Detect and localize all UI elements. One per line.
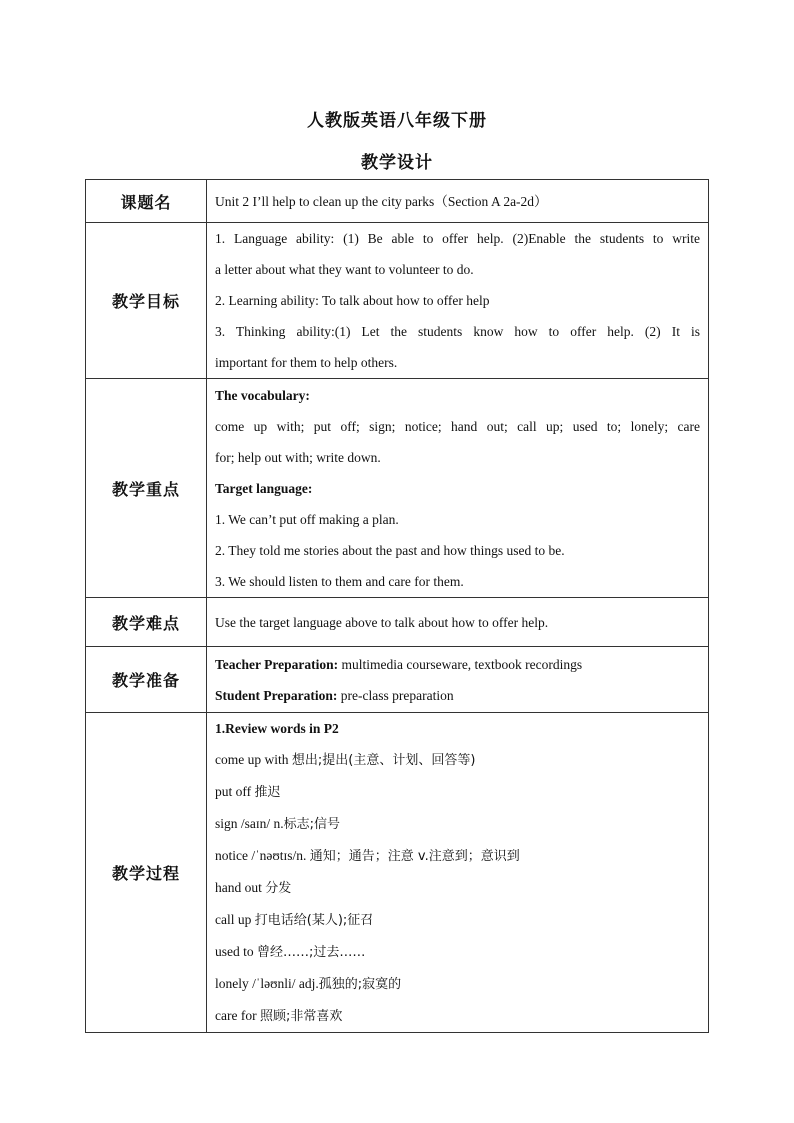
student-preparation-text: pre-class preparation	[337, 687, 454, 703]
preparation-cell	[207, 647, 709, 713]
document-title: 人教版英语八年级下册	[307, 111, 487, 131]
vocab-entry-english: come up with	[215, 752, 292, 767]
vocab-entry-chinese: 打电话给(某人);征召	[254, 913, 374, 928]
review-words-heading: 1.Review words in P2	[215, 721, 339, 736]
objectives-line: a letter about what they want to volunteer to do.	[215, 262, 474, 277]
vocab-entry-english: care for	[215, 1008, 260, 1023]
key-points-row	[86, 379, 709, 598]
process-row	[86, 713, 709, 1033]
vocab-entry	[215, 808, 700, 840]
vocab-entry-chinese: 标志;信号	[283, 817, 341, 832]
objectives-line: important for them to help others.	[215, 355, 398, 370]
objectives-row	[86, 223, 709, 379]
target-language-heading: Target language:	[215, 480, 313, 496]
vocab-entry-chinese: 曾经……;过去……	[257, 945, 366, 960]
vocab-entry-chinese: 孤独的;寂寞的	[318, 977, 402, 992]
difficulties-cell	[207, 598, 709, 647]
key-points-cell	[207, 379, 709, 598]
document-subtitle: 教学设计	[361, 153, 433, 173]
vocab-entry-english: used to	[215, 944, 257, 959]
vocab-entry-english: lonely /ˈləʊnli/ adj.	[215, 976, 319, 991]
vocab-entry-chinese: 分发	[265, 881, 292, 896]
preparation-label: 教学准备	[86, 647, 207, 713]
objectives-label: 教学目标	[86, 223, 207, 379]
teacher-preparation	[215, 649, 700, 680]
vocab-entry-english: call up	[215, 912, 255, 927]
vocab-entry-chinese: 通知；通告；注意 v.注意到；意识到	[309, 849, 520, 864]
difficulties-label: 教学难点	[86, 598, 207, 647]
vocab-entry-chinese: 推迟	[254, 785, 281, 800]
lesson-plan-table	[85, 179, 709, 1033]
vocab-entry-english: put off	[215, 784, 255, 799]
target-language-line: 2. They told me stories about the past and how things used to be.	[215, 542, 565, 558]
vocab-entry	[215, 776, 700, 808]
objectives-line: 1. Language ability: (1) Be able to offer help. (2)Enable the students to write	[215, 231, 700, 246]
vocab-entry	[215, 744, 700, 776]
process-label: 教学过程	[86, 713, 207, 1033]
topic-text: Unit 2 I’ll help to clean up the city parks（Section A 2a-2d）	[215, 193, 548, 209]
target-language-line: 1. We can’t put off making a plan.	[215, 511, 399, 527]
vocab-entry-english: sign /saɪn/ n.	[215, 816, 284, 831]
vocab-entry	[215, 904, 700, 936]
process-cell	[207, 713, 709, 1033]
vocab-entry	[215, 1000, 700, 1032]
student-preparation	[215, 680, 700, 711]
key-points-label: 教学重点	[86, 379, 207, 598]
topic-row	[86, 180, 709, 223]
preparation-row	[86, 647, 709, 713]
topic-label: 课题名	[86, 180, 207, 223]
objectives-cell	[207, 223, 709, 379]
vocab-entry	[215, 872, 700, 904]
target-language-line: 3. We should listen to them and care for them.	[215, 573, 464, 589]
vocab-entry-english: notice /ˈnəʊtɪs/n.	[215, 848, 310, 863]
teacher-preparation-label: Teacher Preparation:	[215, 656, 339, 672]
objectives-line: 3. Thinking ability:(1) Let the students know how to offer help. (2) It is	[215, 324, 700, 339]
teacher-preparation-text: multimedia courseware, textbook recordings	[338, 656, 583, 672]
vocab-entry-chinese: 想出;提出(主意、计划、回答等)	[291, 753, 476, 768]
vocab-entry	[215, 968, 700, 1000]
student-preparation-label: Student Preparation:	[215, 687, 338, 703]
vocab-entry-chinese: 照顾;非常喜欢	[259, 1009, 343, 1024]
difficulties-row	[86, 598, 709, 647]
topic-cell	[207, 180, 709, 223]
vocab-entry	[215, 936, 700, 968]
objectives-line: 2. Learning ability: To talk about how to offer help	[215, 293, 490, 308]
vocabulary-line: for; help out with; write down.	[215, 449, 381, 465]
difficulties-text: Use the target language above to talk about how to offer help.	[215, 614, 549, 630]
vocabulary-line: come up with; put off; sign; notice; hand out; call up; used to; lonely; care	[215, 418, 700, 434]
vocabulary-heading: The vocabulary:	[215, 387, 310, 403]
vocab-entry-english: hand out	[215, 880, 266, 895]
vocab-entry	[215, 840, 700, 872]
